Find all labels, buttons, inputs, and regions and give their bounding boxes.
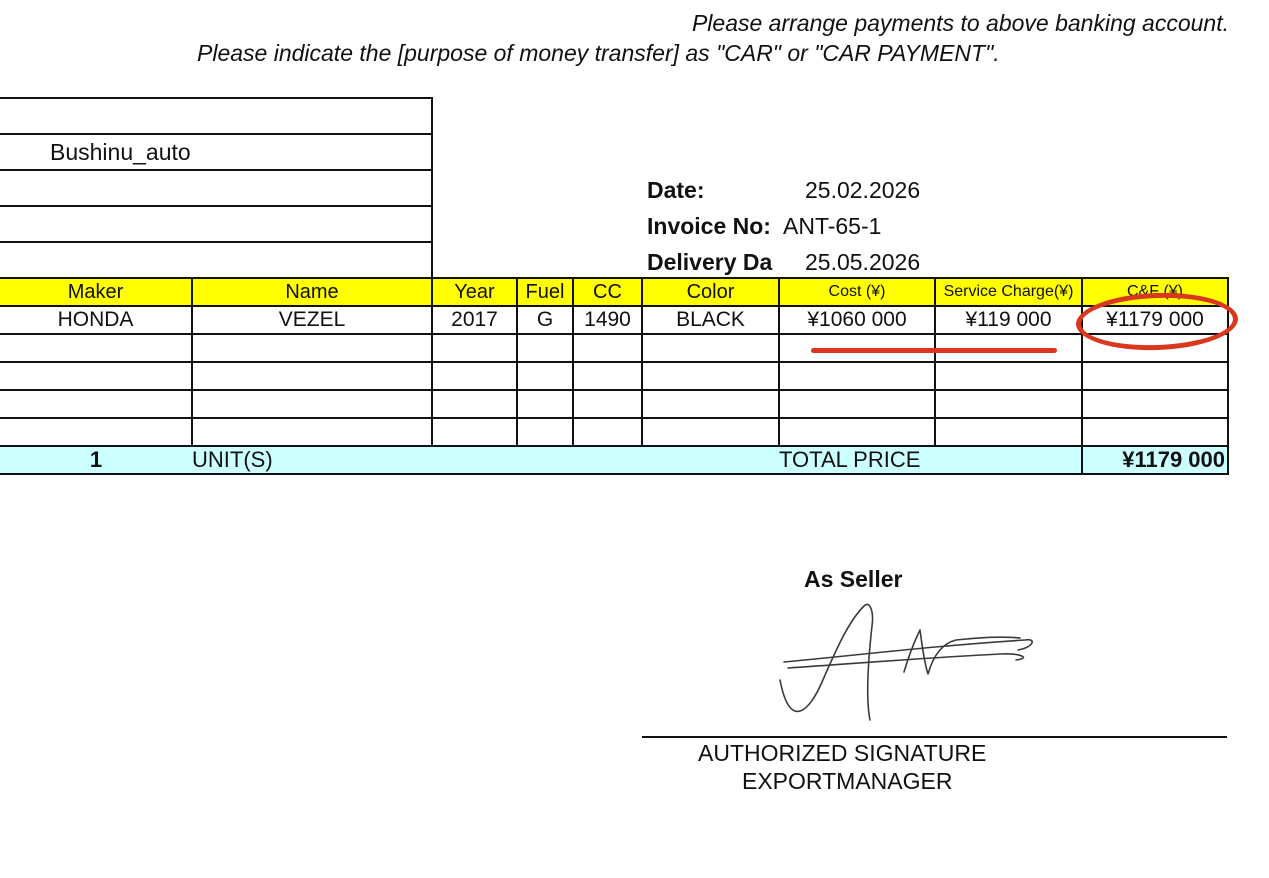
- as-seller-label: As Seller: [804, 566, 903, 592]
- total-price-label: TOTAL PRICE: [779, 447, 921, 472]
- cell-year: 2017: [432, 306, 517, 334]
- table-row-empty: [0, 418, 1228, 446]
- total-row: [0, 446, 1228, 474]
- buyer-info-block: [0, 97, 433, 279]
- cell-fuel: G: [517, 306, 573, 334]
- table-header-row: [0, 278, 1228, 306]
- invoice-number-value: ANT-65-1: [783, 213, 882, 239]
- cell-name: VEZEL: [192, 306, 432, 334]
- header-cc: CC: [573, 278, 642, 306]
- header-fuel: Fuel: [517, 278, 573, 306]
- authorized-signature-label: AUTHORIZED SIGNATURE: [698, 740, 987, 766]
- cell-color: BLACK: [642, 306, 779, 334]
- date-label: Date:: [647, 177, 705, 203]
- handwritten-signature: [770, 582, 1060, 732]
- header-cf: C&F (¥): [1082, 278, 1228, 306]
- buyer-name: Bushinu_auto: [0, 135, 431, 171]
- transfer-purpose-note: Please indicate the [purpose of money transfer] as "CAR" or "CAR PAYMENT".: [197, 40, 1000, 66]
- cell-service-charge: ¥119 000: [935, 306, 1082, 334]
- header-maker: Maker: [0, 278, 192, 306]
- export-manager-label: EXPORTMANAGER: [742, 768, 953, 794]
- table-row-empty: [0, 390, 1228, 418]
- total-units: 1: [0, 446, 192, 474]
- header-name: Name: [192, 278, 432, 306]
- payment-instruction-line: Please arrange payments to above banking account.: [691, 10, 1229, 36]
- delivery-date-label: Delivery Da: [647, 249, 773, 275]
- header-color: Color: [642, 278, 779, 306]
- table-row-empty: [0, 362, 1228, 390]
- buyer-row: [0, 99, 431, 135]
- units-label: UNIT(S): [192, 446, 432, 474]
- buyer-row: [0, 171, 431, 207]
- highlight-underline: [811, 348, 1057, 353]
- cell-cc: 1490: [573, 306, 642, 334]
- cell-maker: HONDA: [0, 306, 192, 334]
- header-service-charge: Service Charge(¥): [935, 278, 1082, 306]
- delivery-date-value: 25.05.2026: [805, 249, 921, 275]
- header-cost: Cost (¥): [779, 278, 935, 306]
- header-year: Year: [432, 278, 517, 306]
- vehicle-table: [0, 277, 1229, 475]
- buyer-row: [0, 207, 431, 243]
- table-row: [0, 306, 1228, 334]
- cell-cf: ¥1179 000: [1082, 306, 1228, 334]
- invoice-number-label: Invoice No:: [647, 213, 771, 239]
- total-price-value: ¥1179 000: [1082, 446, 1228, 474]
- signature-line: [642, 736, 1227, 738]
- cell-cost: ¥1060 000: [779, 306, 935, 334]
- date-value: 25.02.2026: [805, 177, 921, 203]
